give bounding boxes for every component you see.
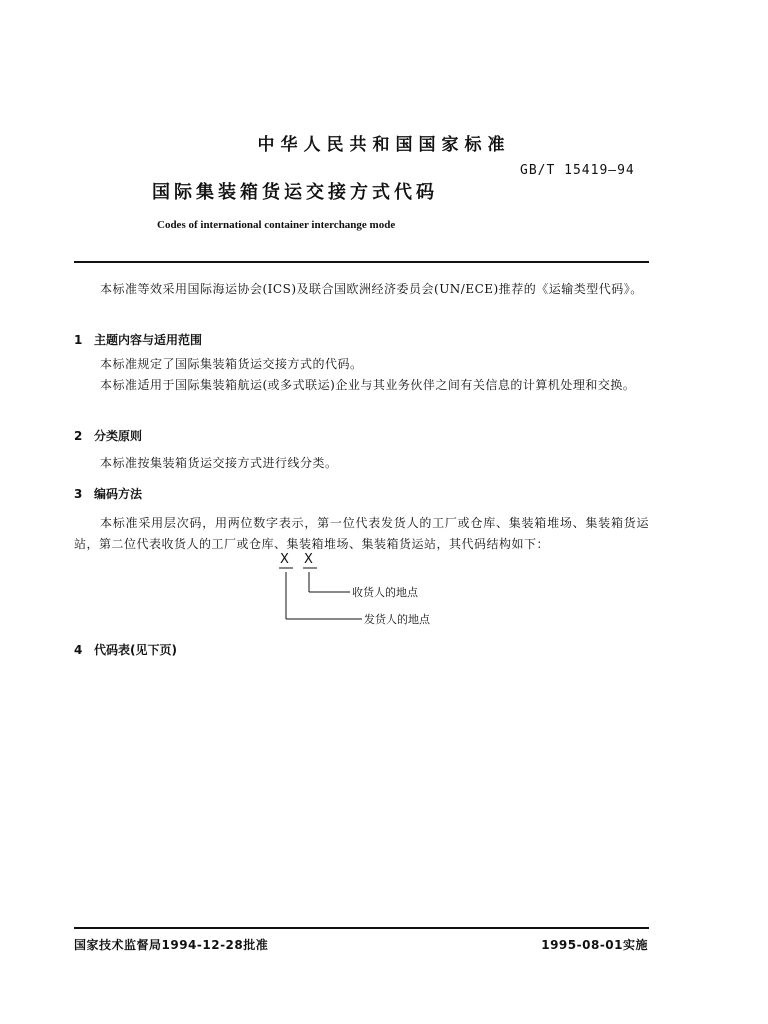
code-symbol-first: X [280, 552, 289, 567]
document-title: 国际集装箱货运交接方式代码 [152, 182, 438, 203]
standard-number: GB/T 15419—94 [520, 163, 635, 178]
section-1-paragraph-2: 本标准适用于国际集装箱航运(或多式联运)企业与其业务伙伴之间有关信息的计算机处理和交换。 [100, 378, 636, 392]
section-4-heading [74, 641, 177, 658]
section-heading-text: 代码表(见下页) [94, 643, 177, 657]
document-title-english: Codes of international container interchange mode [157, 219, 396, 231]
section-number: 2 [74, 429, 83, 443]
section-2-paragraph-1: 本标准按集装箱货运交接方式进行线分类。 [100, 456, 338, 470]
section-1-paragraph-1: 本标准规定了国际集装箱货运交接方式的代码。 [100, 357, 363, 371]
section-number: 3 [74, 487, 83, 501]
section-2-heading [74, 427, 142, 444]
section-3-heading [74, 485, 142, 502]
code-label-receiver: 收货人的地点 [352, 586, 418, 599]
section-heading-text: 主题内容与适用范围 [94, 333, 203, 347]
code-structure-diagram [278, 552, 478, 632]
section-1-heading [74, 331, 202, 348]
header-divider [74, 261, 649, 263]
section-heading-text: 分类原则 [94, 429, 143, 443]
section-number: 1 [74, 333, 83, 347]
national-standard-title: 中华人民共和国国家标准 [257, 135, 511, 155]
code-label-shipper: 发货人的地点 [364, 613, 430, 626]
section-3-paragraph-1: 本标准采用层次码，用两位数字表示，第一位代表发货人的工厂或仓库、集装箱堆场、集装箱货运站，第二位代表收货人的工厂或仓库、集装箱堆场、集装箱货运站，其代码结构如下： [74, 516, 649, 551]
section-number: 4 [74, 643, 83, 657]
footer-approval: 国家技术监督局1994-12-28批准 [74, 938, 269, 952]
code-symbol-second: X [304, 552, 313, 567]
intro-paragraph: 本标准等效采用国际海运协会(ICS)及联合国欧洲经济委员会(UN/ECE)推荐的《运输类型代码》。 [100, 282, 643, 296]
footer-effective-date: 1995-08-01实施 [541, 938, 648, 952]
section-heading-text: 编码方法 [94, 487, 143, 501]
footer-divider [74, 927, 649, 929]
